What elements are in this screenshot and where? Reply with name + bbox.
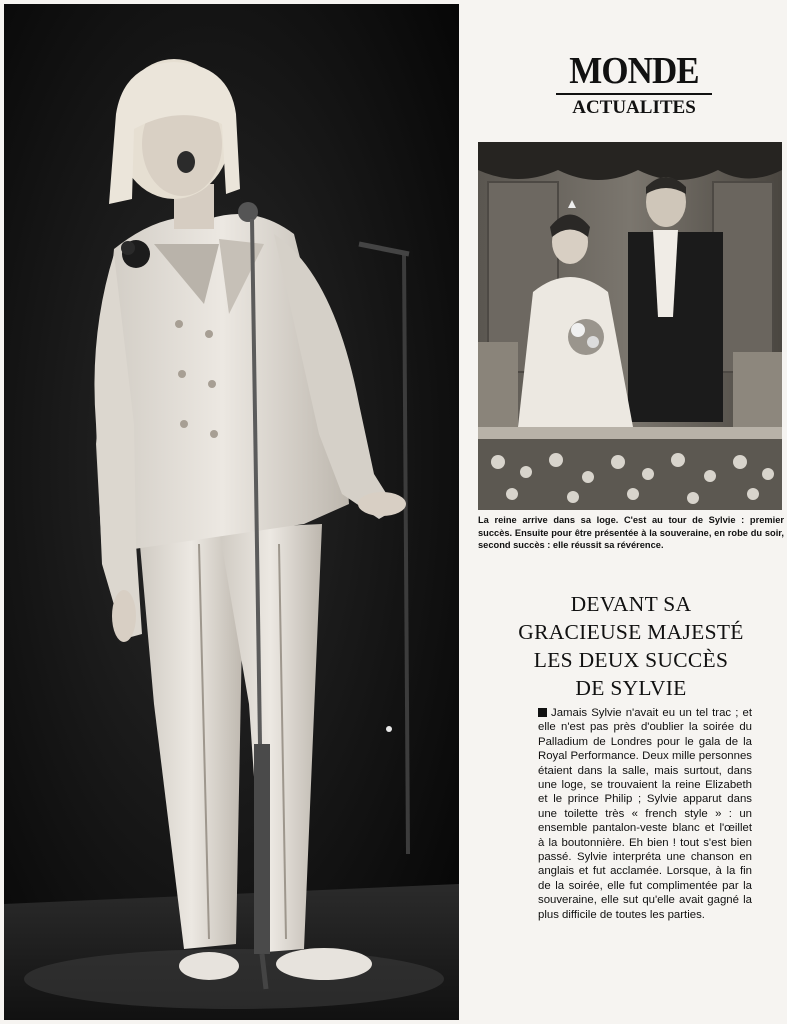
- article-body: [538, 706, 752, 922]
- headline-line-4: DE SYLVIE: [575, 676, 687, 700]
- article-body-text: Jamais Sylvie n'avait eu un tel trac ; et elle n'est pas près d'oublier la soirée du Palladium de Londres pour le gala de la Royal Performance. Deux mille personnes étaient dans la salle, mais surtout, dans une loge, se trouvaient la reine Elizabeth et le prince Philip ; Sylvie apparut dans une toilette très « french style » : un ensemble pantalon-veste blanc et l'œillet à la boutonnière. Eh bien ! tout s'est bien passé. Sylvie interpréta une chanson en anglais et fut acclamée. Lorsque, à la fin de la soirée, elle fut complimentée par la souveraine, elle sut qu'elle avait gagné la plus difficile de toutes les parties.: [538, 707, 752, 921]
- square-bullet-icon: [538, 708, 547, 717]
- photo-caption: La reine arrive dans sa loge. C'est au tour de Sylvie : premier succès. Ensuite pour être présentée à la souveraine, en robe du soir, second succès : elle réussit sa révérence.: [478, 515, 784, 550]
- headline-line-2: GRACIEUSE MAJESTÉ: [518, 620, 744, 644]
- masthead: [554, 52, 714, 118]
- royal-box-photo: [478, 142, 782, 510]
- headline-line-1: DEVANT SA: [570, 592, 692, 616]
- article-headline: [486, 590, 776, 702]
- headline-line-3: LES DEUX SUCCÈS: [533, 648, 729, 672]
- stage-singer-photo: [4, 4, 459, 1020]
- masthead-title: MONDE: [569, 50, 699, 92]
- masthead-subtitle: ACTUALITES: [572, 97, 696, 118]
- right-column: [462, 0, 787, 1024]
- masthead-rule: [556, 93, 712, 95]
